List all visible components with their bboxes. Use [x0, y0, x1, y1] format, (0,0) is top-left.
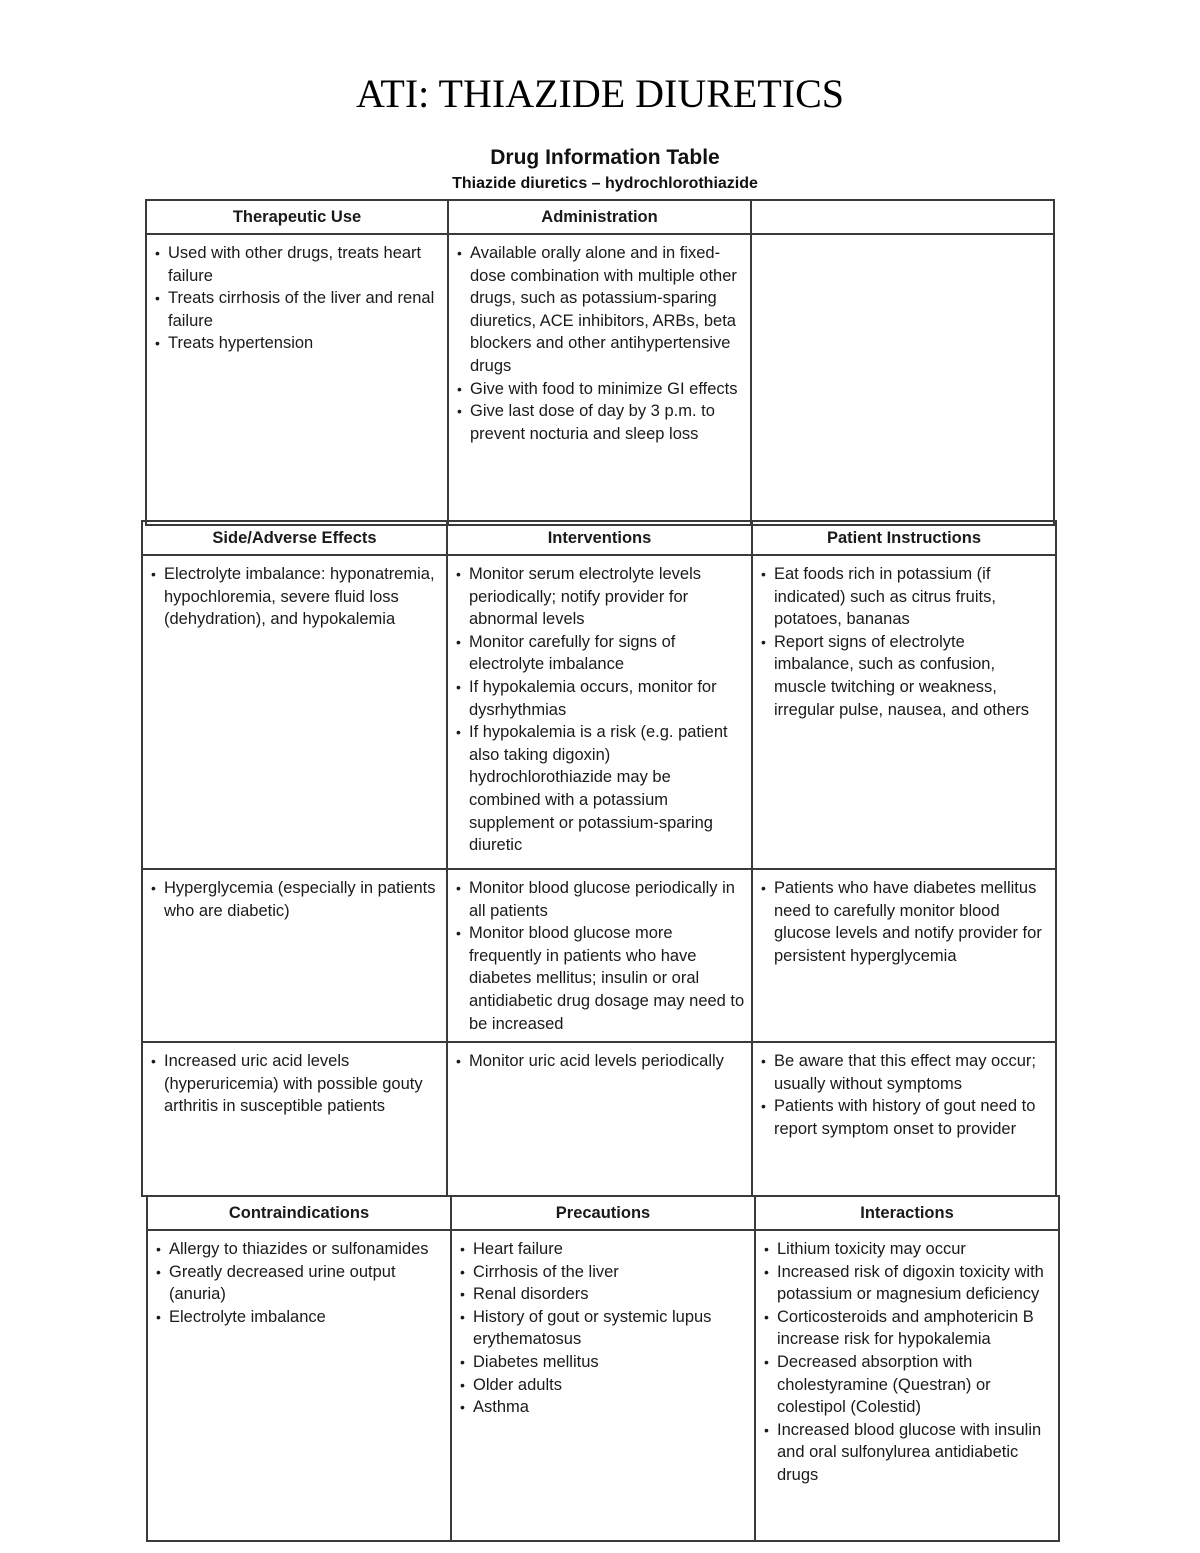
effects-list	[151, 1050, 440, 1118]
list-item: • Give with food to minimize GI effects	[457, 378, 744, 401]
list-item: • Older adults	[460, 1374, 748, 1397]
interactions-list	[764, 1238, 1052, 1487]
list-item: • Electrolyte imbalance	[156, 1306, 444, 1329]
table-row	[142, 869, 1056, 1042]
list-item: • Heart failure	[460, 1238, 748, 1261]
interventions-list	[456, 877, 745, 1035]
list-item: • Available orally alone and in fixed-dose combination with multiple other drugs, such as potassium-sparing diuretics, ACE inhibitors, ARBs, beta blockers and other antihypertensive drugs	[457, 242, 744, 378]
list-item: • Monitor uric acid levels periodically	[456, 1050, 745, 1073]
therapeutic-use-cell	[146, 234, 448, 525]
list-item: • Decreased absorption with cholestyramine (Questran) or colestipol (Colestid)	[764, 1351, 1052, 1419]
list-item: • Patients who have diabetes mellitus need to carefully monitor blood glucose levels and notify provider for persistent hyperglycemia	[761, 877, 1049, 967]
table-heading: Drug Information Table	[490, 146, 720, 169]
list-item: • If hypokalemia is a risk (e.g. patient also taking digoxin) hydrochlorothiazide may be combined with a potassium supplement or potassium-sparing diuretic	[456, 721, 745, 857]
header-patient-instructions: Patient Instructions	[752, 521, 1056, 555]
therapeutic-administration-table	[145, 199, 1055, 526]
administration-cell	[448, 234, 751, 525]
interventions-cell	[447, 869, 752, 1042]
interventions-cell	[447, 555, 752, 869]
table-row	[146, 234, 1054, 525]
header-therapeutic-use: Therapeutic Use	[146, 200, 448, 234]
empty-cell	[751, 234, 1054, 525]
list-item: • Renal disorders	[460, 1283, 748, 1306]
effects-cell	[142, 1042, 447, 1196]
header-precautions: Precautions	[451, 1196, 755, 1230]
table-subheading: Thiazide diuretics – hydrochlorothiazide	[452, 175, 758, 192]
list-item: • Give last dose of day by 3 p.m. to prevent nocturia and sleep loss	[457, 400, 744, 445]
list-item: • Treats hypertension	[155, 332, 441, 355]
instructions-list	[761, 1050, 1049, 1140]
list-item: • Increased blood glucose with insulin and oral sulfonylurea antidiabetic drugs	[764, 1419, 1052, 1487]
list-item: • Electrolyte imbalance: hyponatremia, hypochloremia, severe fluid loss (dehydration), and hypokalemia	[151, 563, 440, 631]
header-contraindications: Contraindications	[147, 1196, 451, 1230]
contraindications-cell	[147, 1230, 451, 1541]
table-row	[142, 1042, 1056, 1196]
list-item: • Greatly decreased urine output (anuria)	[156, 1261, 444, 1306]
precautions-cell	[451, 1230, 755, 1541]
list-item: • Treats cirrhosis of the liver and renal failure	[155, 287, 441, 332]
list-item: • Used with other drugs, treats heart failure	[155, 242, 441, 287]
precautions-list	[460, 1238, 748, 1419]
list-item: • Monitor blood glucose periodically in all patients	[456, 877, 745, 922]
table-row	[147, 1230, 1059, 1541]
header-side-adverse-effects: Side/Adverse Effects	[142, 521, 447, 555]
effects-cell	[142, 555, 447, 869]
list-item: • Increased risk of digoxin toxicity with potassium or magnesium deficiency	[764, 1261, 1052, 1306]
interventions-cell	[447, 1042, 752, 1196]
table-row	[142, 555, 1056, 869]
interventions-list	[456, 1050, 745, 1073]
list-item: • Diabetes mellitus	[460, 1351, 748, 1374]
header-interactions: Interactions	[755, 1196, 1059, 1230]
therapeutic-use-list	[155, 242, 441, 355]
instructions-cell	[752, 869, 1056, 1042]
list-item: • Cirrhosis of the liver	[460, 1261, 748, 1284]
list-item: • Patients with history of gout need to report symptom onset to provider	[761, 1095, 1049, 1140]
header-blank	[751, 200, 1054, 234]
contraindications-table	[146, 1195, 1060, 1542]
list-item: • Monitor blood glucose more frequently in patients who have diabetes mellitus; insulin or oral antidiabetic drug dosage may need to be increased	[456, 922, 745, 1035]
list-item: • Report signs of electrolyte imbalance, such as confusion, muscle twitching or weakness, irregular pulse, nausea, and others	[761, 631, 1049, 721]
header-interventions: Interventions	[447, 521, 752, 555]
list-item: • If hypokalemia occurs, monitor for dysrhythmias	[456, 676, 745, 721]
instructions-cell	[752, 555, 1056, 869]
header-row	[147, 1196, 1059, 1230]
list-item: • Eat foods rich in potassium (if indicated) such as citrus fruits, potatoes, bananas	[761, 563, 1049, 631]
list-item: • Increased uric acid levels (hyperuricemia) with possible gouty arthritis in susceptible patients	[151, 1050, 440, 1118]
header-administration: Administration	[448, 200, 751, 234]
effects-list	[151, 877, 440, 922]
adverse-effects-table	[141, 520, 1057, 1197]
interventions-list	[456, 563, 745, 857]
header-row	[146, 200, 1054, 234]
list-item: • Corticosteroids and amphotericin B increase risk for hypokalemia	[764, 1306, 1052, 1351]
header-row	[142, 521, 1056, 555]
list-item: • Lithium toxicity may occur	[764, 1238, 1052, 1261]
list-item: • Allergy to thiazides or sulfonamides	[156, 1238, 444, 1261]
list-item: • Asthma	[460, 1396, 748, 1419]
contraindications-list	[156, 1238, 444, 1328]
instructions-list	[761, 877, 1049, 967]
list-item: • History of gout or systemic lupus erythematosus	[460, 1306, 748, 1351]
effects-list	[151, 563, 440, 631]
instructions-cell	[752, 1042, 1056, 1196]
list-item: • Monitor serum electrolyte levels periodically; notify provider for abnormal levels	[456, 563, 745, 631]
list-item: • Monitor carefully for signs of electrolyte imbalance	[456, 631, 745, 676]
administration-list	[457, 242, 744, 445]
list-item: • Hyperglycemia (especially in patients who are diabetic)	[151, 877, 440, 922]
effects-cell	[142, 869, 447, 1042]
list-item: • Be aware that this effect may occur; usually without symptoms	[761, 1050, 1049, 1095]
instructions-list	[761, 563, 1049, 721]
document-title: ATI: THIAZIDE DIURETICS	[355, 71, 845, 116]
interactions-cell	[755, 1230, 1059, 1541]
